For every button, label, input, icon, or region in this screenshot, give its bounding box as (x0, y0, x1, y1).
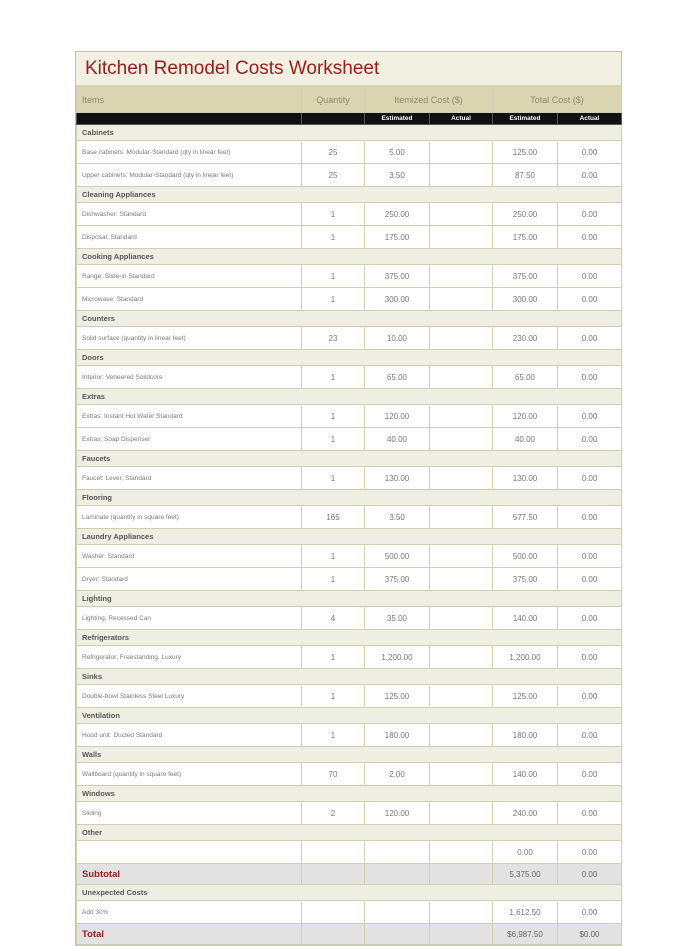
table-row (77, 226, 622, 249)
itemized-actual-cell[interactable] (430, 428, 493, 451)
category-row (77, 490, 622, 506)
quantity-cell[interactable]: 1 (302, 467, 365, 490)
total-estimated-cell: 0.00 (493, 841, 558, 864)
header-quantity: Quantity (302, 87, 365, 113)
itemized-estimated-cell[interactable]: 40.00 (365, 428, 430, 451)
header-row (77, 87, 622, 113)
quantity-cell[interactable]: 1 (302, 203, 365, 226)
item-name-cell[interactable]: Disposal: Standard (77, 226, 302, 249)
total-estimated-cell: 65.00 (493, 366, 558, 389)
quantity-cell[interactable] (302, 901, 365, 924)
total-actual-cell: 0.00 (558, 864, 622, 885)
itemized-actual-cell[interactable] (430, 226, 493, 249)
table-row (77, 405, 622, 428)
quantity-cell[interactable]: 70 (302, 763, 365, 786)
quantity-cell[interactable]: 1 (302, 568, 365, 591)
total-estimated-cell: 175.00 (493, 226, 558, 249)
itemized-actual-cell[interactable] (430, 646, 493, 669)
total-estimated-cell: 130.00 (493, 467, 558, 490)
itemized-actual-cell[interactable] (430, 467, 493, 490)
total-actual-cell: 0.00 (558, 405, 622, 428)
itemized-actual-cell[interactable] (430, 203, 493, 226)
table-row (77, 288, 622, 311)
itemized-estimated-cell[interactable]: 175.00 (365, 226, 430, 249)
itemized-estimated-cell[interactable]: 3.50 (365, 164, 430, 187)
itemized-actual-cell[interactable] (430, 164, 493, 187)
total-actual-cell: 0.00 (558, 685, 622, 708)
category-label: Unexpected Costs (77, 885, 622, 901)
itemized-estimated-cell[interactable]: 180.00 (365, 724, 430, 747)
item-name-cell[interactable]: Wallboard (quantity in square feet) (77, 763, 302, 786)
subheader-row (77, 113, 622, 125)
category-row (77, 311, 622, 327)
category-label: Windows (77, 786, 622, 802)
item-name-cell[interactable] (77, 841, 302, 864)
subheader-actual: Actual (558, 113, 622, 125)
quantity-cell[interactable]: 1 (302, 288, 365, 311)
item-name-cell[interactable]: Double-bowl Stainless Steel Luxury (77, 685, 302, 708)
total-actual-cell: 0.00 (558, 841, 622, 864)
item-name-cell[interactable]: Upper cabinets: Modular-Standard (qty in linear feet) (77, 164, 302, 187)
item-name-cell[interactable]: Washer: Standard (77, 545, 302, 568)
itemized-actual-cell[interactable] (430, 405, 493, 428)
category-label: Extras (77, 389, 622, 405)
total-estimated-cell: 240.00 (493, 802, 558, 825)
itemized-estimated-cell[interactable]: 125.00 (365, 685, 430, 708)
category-row (77, 249, 622, 265)
total-estimated-cell: 375.00 (493, 265, 558, 288)
quantity-cell[interactable]: 1 (302, 724, 365, 747)
total-actual-cell: 0.00 (558, 141, 622, 164)
quantity-cell[interactable]: 1 (302, 646, 365, 669)
table-row (77, 327, 622, 350)
blank-cell (430, 924, 493, 945)
total-actual-cell: 0.00 (558, 467, 622, 490)
itemized-actual-cell[interactable] (430, 366, 493, 389)
item-name-cell[interactable]: Range: Slide-in Standard (77, 265, 302, 288)
category-row (77, 350, 622, 366)
total-estimated-cell: 120.00 (493, 405, 558, 428)
itemized-estimated-cell[interactable]: 5.00 (365, 141, 430, 164)
itemized-actual-cell[interactable] (430, 607, 493, 630)
item-name-cell[interactable]: Extras: Instant Hot Water Standard (77, 405, 302, 428)
header-itemized-cost: Itemized Cost ($) (365, 87, 493, 113)
quantity-cell[interactable]: 165 (302, 506, 365, 529)
total-actual-cell: 0.00 (558, 763, 622, 786)
itemized-actual-cell[interactable] (430, 724, 493, 747)
total-estimated-cell: 1,200.00 (493, 646, 558, 669)
total-actual-cell: 0.00 (558, 226, 622, 249)
total-actual-cell: 0.00 (558, 366, 622, 389)
total-actual-cell: 0.00 (558, 646, 622, 669)
table-row (77, 901, 622, 924)
itemized-actual-cell[interactable] (430, 841, 493, 864)
total-row (77, 864, 622, 885)
header-total-cost: Total Cost ($) (493, 87, 622, 113)
item-name-cell[interactable]: Microwave: Standard (77, 288, 302, 311)
itemized-estimated-cell[interactable]: 120.00 (365, 802, 430, 825)
total-actual-cell: $0.00 (558, 924, 622, 945)
item-name-cell[interactable]: Add 30% (77, 901, 302, 924)
table-row (77, 568, 622, 591)
category-label: Counters (77, 311, 622, 327)
itemized-actual-cell[interactable] (430, 506, 493, 529)
itemized-estimated-cell[interactable]: 130.00 (365, 467, 430, 490)
category-label: Sinks (77, 669, 622, 685)
itemized-estimated-cell[interactable] (365, 901, 430, 924)
total-estimated-cell: 500.00 (493, 545, 558, 568)
subheader-actual: Actual (430, 113, 493, 125)
itemized-actual-cell[interactable] (430, 763, 493, 786)
itemized-estimated-cell[interactable]: 10.00 (365, 327, 430, 350)
category-row (77, 630, 622, 646)
quantity-cell[interactable]: 1 (302, 685, 365, 708)
table-row (77, 646, 622, 669)
total-actual-cell: 0.00 (558, 545, 622, 568)
total-actual-cell: 0.00 (558, 288, 622, 311)
category-label: Doors (77, 350, 622, 366)
itemized-estimated-cell[interactable]: 65.00 (365, 366, 430, 389)
category-label: Flooring (77, 490, 622, 506)
item-name-cell[interactable]: Hood unit: Ducted Standard (77, 724, 302, 747)
table-row (77, 366, 622, 389)
category-label: Faucets (77, 451, 622, 467)
itemized-actual-cell[interactable] (430, 141, 493, 164)
itemized-estimated-cell[interactable]: 375.00 (365, 568, 430, 591)
category-row (77, 187, 622, 203)
quantity-cell[interactable]: 1 (302, 366, 365, 389)
total-estimated-cell: 250.00 (493, 203, 558, 226)
itemized-estimated-cell[interactable]: 120.00 (365, 405, 430, 428)
item-name-cell[interactable]: Laminate (quantity in square feet) (77, 506, 302, 529)
blank-cell (365, 864, 430, 885)
total-label: Subtotal (77, 864, 302, 885)
total-actual-cell: 0.00 (558, 265, 622, 288)
itemized-actual-cell[interactable] (430, 685, 493, 708)
subheader-blank (77, 113, 302, 125)
category-label: Cooking Appliances (77, 249, 622, 265)
total-estimated-cell: 5,375.00 (493, 864, 558, 885)
table-row (77, 607, 622, 630)
category-row (77, 125, 622, 141)
item-name-cell[interactable]: Refrigerator: Freestanding, Luxury (77, 646, 302, 669)
total-estimated-cell: 140.00 (493, 763, 558, 786)
itemized-estimated-cell[interactable]: 250.00 (365, 203, 430, 226)
table-row (77, 467, 622, 490)
title-bar (76, 52, 621, 86)
total-actual-cell: 0.00 (558, 724, 622, 747)
quantity-cell[interactable]: 1 (302, 226, 365, 249)
total-estimated-cell: 375.00 (493, 568, 558, 591)
item-name-cell[interactable]: Dishwasher: Standard (77, 203, 302, 226)
item-name-cell[interactable]: Solid surface (quantity in linear feet) (77, 327, 302, 350)
table-row (77, 141, 622, 164)
quantity-cell[interactable] (302, 841, 365, 864)
total-actual-cell: 0.00 (558, 901, 622, 924)
category-row (77, 591, 622, 607)
blank-cell (302, 924, 365, 945)
item-name-cell[interactable]: Sliding (77, 802, 302, 825)
total-estimated-cell: 1,612.50 (493, 901, 558, 924)
category-row (77, 885, 622, 901)
table-row (77, 802, 622, 825)
table-row (77, 265, 622, 288)
blank-cell (302, 864, 365, 885)
itemized-actual-cell[interactable] (430, 288, 493, 311)
itemized-actual-cell[interactable] (430, 568, 493, 591)
total-estimated-cell: $6,987.50 (493, 924, 558, 945)
subheader-estimated: Estimated (365, 113, 430, 125)
category-row (77, 669, 622, 685)
total-actual-cell: 0.00 (558, 607, 622, 630)
category-row (77, 451, 622, 467)
category-row (77, 389, 622, 405)
itemized-estimated-cell[interactable] (365, 841, 430, 864)
total-actual-cell: 0.00 (558, 802, 622, 825)
table-row (77, 506, 622, 529)
total-actual-cell: 0.00 (558, 428, 622, 451)
category-label: Refrigerators (77, 630, 622, 646)
itemized-estimated-cell[interactable]: 500.00 (365, 545, 430, 568)
header-items: Items (77, 87, 302, 113)
quantity-cell[interactable]: 1 (302, 405, 365, 428)
total-actual-cell: 0.00 (558, 506, 622, 529)
category-label: Cleaning Appliances (77, 187, 622, 203)
item-name-cell[interactable]: Interior: Veneered Solidcore (77, 366, 302, 389)
itemized-actual-cell[interactable] (430, 545, 493, 568)
blank-cell (365, 924, 430, 945)
itemized-actual-cell[interactable] (430, 327, 493, 350)
total-estimated-cell: 40.00 (493, 428, 558, 451)
total-actual-cell: 0.00 (558, 203, 622, 226)
total-actual-cell: 0.00 (558, 568, 622, 591)
itemized-estimated-cell[interactable]: 1,200.00 (365, 646, 430, 669)
itemized-estimated-cell[interactable]: 3.50 (365, 506, 430, 529)
total-row (77, 924, 622, 945)
itemized-estimated-cell[interactable]: 300.00 (365, 288, 430, 311)
total-estimated-cell: 577.50 (493, 506, 558, 529)
total-actual-cell: 0.00 (558, 164, 622, 187)
cost-table (76, 86, 622, 945)
total-estimated-cell: 230.00 (493, 327, 558, 350)
total-label: Total (77, 924, 302, 945)
blank-cell (430, 864, 493, 885)
table-row (77, 841, 622, 864)
category-label: Lighting (77, 591, 622, 607)
category-label: Other (77, 825, 622, 841)
quantity-cell[interactable]: 25 (302, 164, 365, 187)
item-name-cell[interactable]: Lighting: Recessed Can (77, 607, 302, 630)
category-label: Laundry Appliances (77, 529, 622, 545)
item-name-cell[interactable]: Dryer: Standard (77, 568, 302, 591)
quantity-cell[interactable]: 4 (302, 607, 365, 630)
table-row (77, 545, 622, 568)
category-row (77, 708, 622, 724)
item-name-cell[interactable]: Faucet: Lever, Standard (77, 467, 302, 490)
category-label: Ventilation (77, 708, 622, 724)
subheader-blank (302, 113, 365, 125)
table-row (77, 724, 622, 747)
itemized-actual-cell[interactable] (430, 901, 493, 924)
total-estimated-cell: 125.00 (493, 141, 558, 164)
subheader-estimated: Estimated (493, 113, 558, 125)
total-actual-cell: 0.00 (558, 327, 622, 350)
total-estimated-cell: 180.00 (493, 724, 558, 747)
total-estimated-cell: 300.00 (493, 288, 558, 311)
quantity-cell[interactable]: 1 (302, 265, 365, 288)
category-label: Cabinets (77, 125, 622, 141)
worksheet (75, 51, 622, 946)
total-estimated-cell: 87.50 (493, 164, 558, 187)
itemized-actual-cell[interactable] (430, 802, 493, 825)
itemized-estimated-cell[interactable]: 35.00 (365, 607, 430, 630)
quantity-cell[interactable]: 1 (302, 428, 365, 451)
table-row (77, 685, 622, 708)
table-row (77, 164, 622, 187)
category-row (77, 529, 622, 545)
table-row (77, 428, 622, 451)
itemized-estimated-cell[interactable]: 2.00 (365, 763, 430, 786)
page-title: Kitchen Remodel Costs Worksheet (85, 57, 380, 79)
itemized-actual-cell[interactable] (430, 265, 493, 288)
item-name-cell[interactable]: Base cabinets: Modular-Standard (qty in linear feet) (77, 141, 302, 164)
itemized-estimated-cell[interactable]: 375.00 (365, 265, 430, 288)
table-row (77, 203, 622, 226)
category-label: Walls (77, 747, 622, 763)
quantity-cell[interactable]: 2 (302, 802, 365, 825)
quantity-cell[interactable]: 25 (302, 141, 365, 164)
total-estimated-cell: 140.00 (493, 607, 558, 630)
quantity-cell[interactable]: 1 (302, 545, 365, 568)
category-row (77, 786, 622, 802)
table-row (77, 763, 622, 786)
category-row (77, 825, 622, 841)
category-row (77, 747, 622, 763)
quantity-cell[interactable]: 23 (302, 327, 365, 350)
item-name-cell[interactable]: Extras: Soap Dispenser (77, 428, 302, 451)
total-estimated-cell: 125.00 (493, 685, 558, 708)
